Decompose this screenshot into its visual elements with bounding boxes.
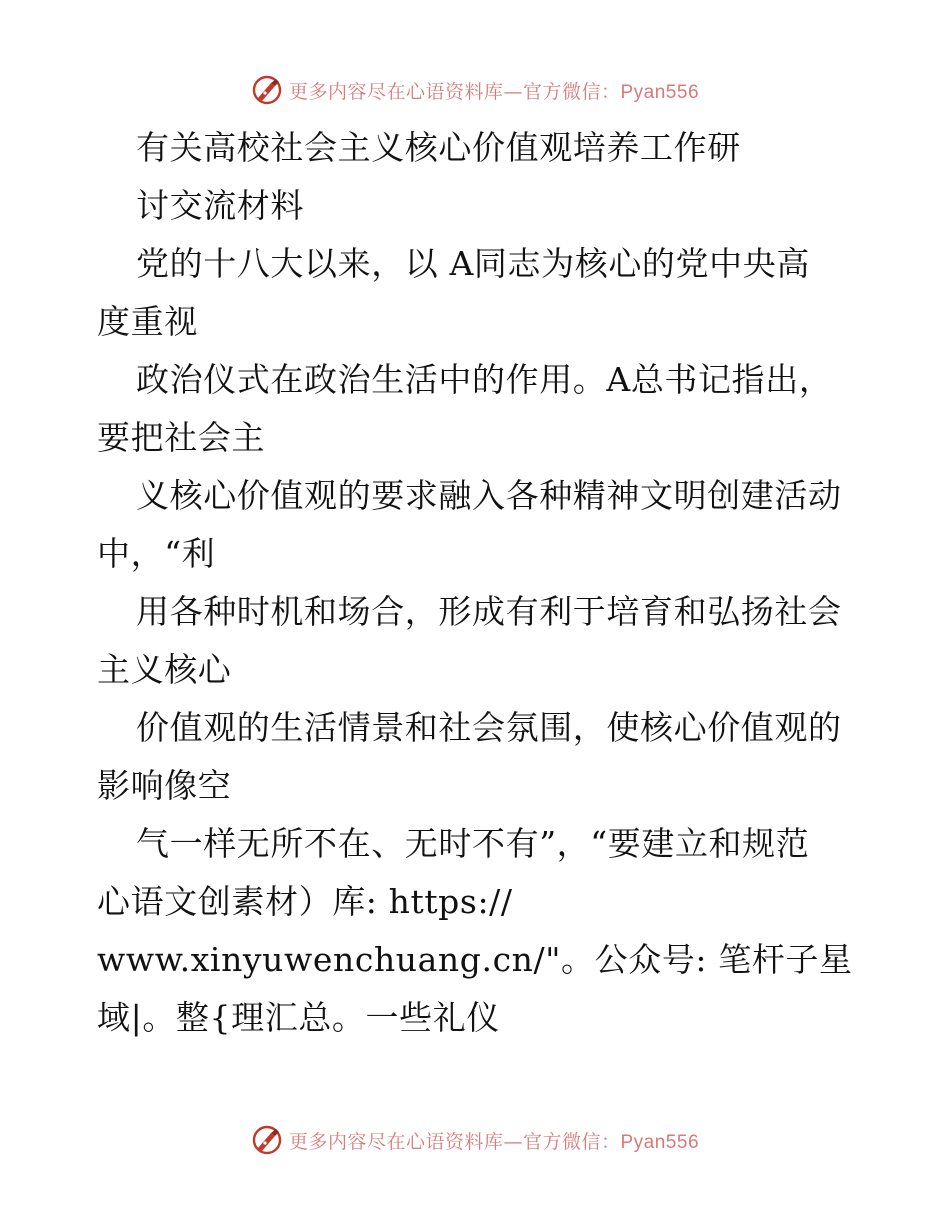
- paragraph-line: 心语文创素材）库: https://: [97, 882, 513, 921]
- paragraph-line: 气一样无所不在、无时不有”，“要建立和规范: [136, 824, 810, 863]
- paragraph-line: 域|。整{理汇总。一些礼仪: [97, 998, 500, 1037]
- paragraph-line: 影响像空: [97, 766, 232, 805]
- paragraph-line: 党的十八大以来，以 A同志为核心的党中央高: [136, 244, 810, 283]
- paragraph-line-url: www.xinyuwenchuang.cn/"。公众号: 笔杆子星: [97, 940, 853, 979]
- banner-text: 更多内容尽在心语资料库—官方微信：Pyan556: [288, 1130, 700, 1153]
- paragraph-line: 要把社会主: [97, 418, 265, 457]
- title-line-2: 讨交流材料: [136, 186, 304, 225]
- pen-nib-logo-icon: [251, 1124, 283, 1156]
- paragraph-line: 用各种时机和场合，形成有利于培育和弘扬社会: [136, 592, 842, 631]
- wechat-id: Pyan556: [620, 1131, 700, 1153]
- paragraph-line: 政治仪式在政治生活中的作用。A总书记指出，: [136, 360, 833, 399]
- wechat-id: Pyan556: [620, 81, 700, 103]
- paragraph-line: 价值观的生活情景和社会氛围，使核心价值观的: [136, 708, 842, 747]
- footer-banner: [0, 1122, 950, 1158]
- paragraph-line: 度重视: [97, 302, 198, 341]
- paragraph-line: 义核心价值观的要求融入各种精神文明创建活动: [136, 476, 842, 515]
- paragraph-line: 中，“利: [97, 534, 216, 573]
- paragraph-line: 主义核心: [97, 650, 232, 689]
- title-line-1: 有关高校社会主义核心价值观培养工作研: [136, 128, 741, 167]
- banner-text: 更多内容尽在心语资料库—官方微信：Pyan556: [288, 80, 700, 103]
